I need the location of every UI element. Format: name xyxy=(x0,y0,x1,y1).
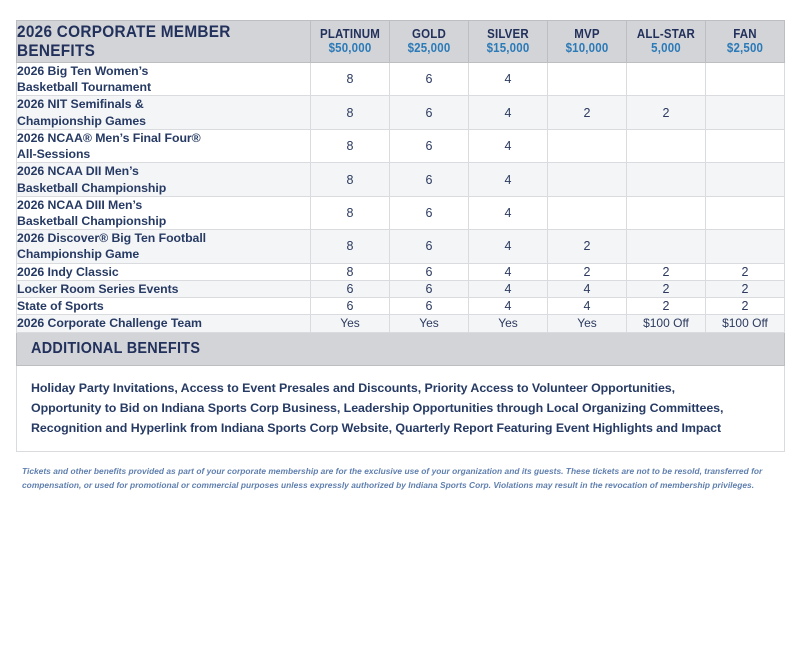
cell-all-star xyxy=(627,230,706,263)
cell-fan: 2 xyxy=(706,263,785,280)
cell-mvp xyxy=(548,163,627,196)
benefit-label xyxy=(17,315,311,332)
cell-gold: 6 xyxy=(390,263,469,280)
tier-header-fan xyxy=(706,21,785,63)
cell-silver: 4 xyxy=(469,129,548,162)
cell-gold: 6 xyxy=(390,196,469,229)
cell-gold: 6 xyxy=(390,63,469,96)
benefit-label-line1: 2026 Big Ten Women’s xyxy=(17,64,149,78)
benefit-label-line1: 2026 NIT Semifinals & xyxy=(17,97,144,112)
cell-fan xyxy=(706,96,785,129)
benefit-label-line1: 2026 NCAA DII Men’s xyxy=(17,164,139,179)
tier-header-all-star xyxy=(627,21,706,63)
tier-header-silver xyxy=(469,21,548,63)
tier-name-platinum: PLATINUM xyxy=(319,26,381,41)
benefit-label xyxy=(17,196,311,229)
benefit-label-line1: 2026 Indy Classic xyxy=(17,264,119,279)
cell-silver: 4 xyxy=(469,280,548,297)
table-body xyxy=(17,63,785,452)
cell-all-star: 2 xyxy=(627,298,706,315)
cell-silver: 4 xyxy=(469,196,548,229)
cell-mvp xyxy=(548,63,627,96)
cell-platinum: 8 xyxy=(311,263,390,280)
benefit-label xyxy=(17,263,311,280)
cell-platinum: 6 xyxy=(311,280,390,297)
additional-benefits-line3: Recognition and Hyperlink from Indiana Sports Corp Website, Quarterly Report Featuring Event Highlights and Impact xyxy=(31,420,722,435)
cell-mvp: 4 xyxy=(548,298,627,315)
table-title-cell xyxy=(17,21,311,63)
table-row xyxy=(17,315,785,332)
cell-fan: $100 Off xyxy=(706,315,785,332)
benefit-label-line1: 2026 NCAA DIII Men’s xyxy=(17,197,143,212)
cell-fan xyxy=(706,163,785,196)
cell-mvp xyxy=(548,196,627,229)
disclaimer xyxy=(16,452,784,493)
table-row xyxy=(17,298,785,315)
cell-gold: 6 xyxy=(390,163,469,196)
benefit-label-line1: Locker Room Series Events xyxy=(17,281,179,296)
cell-gold: Yes xyxy=(390,315,469,332)
table-header xyxy=(17,21,785,63)
page-title: 2026 CORPORATE MEMBER BENEFITS xyxy=(17,22,231,60)
table-header-row xyxy=(17,21,785,63)
tier-name-mvp: MVP xyxy=(574,26,600,41)
cell-all-star: 2 xyxy=(627,263,706,280)
benefit-label xyxy=(17,129,311,162)
cell-platinum: 8 xyxy=(311,129,390,162)
cell-gold: 6 xyxy=(390,129,469,162)
benefit-label xyxy=(17,96,311,129)
cell-silver: 4 xyxy=(469,298,548,315)
disclaimer-line1: Tickets and other benefits provided as part of your corporate membership are for the exclusive use of your organization and its guests. These tickets are not to be resold, transferred for xyxy=(22,465,763,476)
cell-mvp: Yes xyxy=(548,315,627,332)
table-row xyxy=(17,63,785,96)
benefit-label xyxy=(17,298,311,315)
benefit-label-line2: Basketball Championship xyxy=(17,213,167,228)
table-row xyxy=(17,163,785,196)
cell-platinum: 8 xyxy=(311,230,390,263)
additional-benefits-header-row xyxy=(17,332,785,365)
table-row xyxy=(17,230,785,263)
tier-price-platinum: $50,000 xyxy=(328,41,372,56)
cell-all-star: $100 Off xyxy=(627,315,706,332)
cell-platinum: 8 xyxy=(311,196,390,229)
cell-gold: 6 xyxy=(390,280,469,297)
cell-fan: 2 xyxy=(706,280,785,297)
cell-silver: 4 xyxy=(469,263,548,280)
benefit-label-line1: 2026 Corporate Challenge Team xyxy=(17,316,202,331)
benefit-label-line2: Basketball Tournament xyxy=(17,80,152,95)
table-row xyxy=(17,96,785,129)
tier-name-all-star: ALL-STAR xyxy=(636,26,696,41)
tier-price-all-star: 5,000 xyxy=(651,41,681,56)
cell-silver: Yes xyxy=(469,315,548,332)
cell-fan xyxy=(706,230,785,263)
table-row xyxy=(17,263,785,280)
cell-platinum: 8 xyxy=(311,96,390,129)
cell-all-star xyxy=(627,163,706,196)
cell-mvp xyxy=(548,129,627,162)
tier-header-platinum xyxy=(311,21,390,63)
cell-mvp: 2 xyxy=(548,96,627,129)
additional-benefits-heading: ADDITIONAL BENEFITS xyxy=(31,339,201,357)
additional-benefits-body-cell xyxy=(17,365,785,451)
cell-all-star xyxy=(627,129,706,162)
cell-silver: 4 xyxy=(469,230,548,263)
additional-benefits-body-row xyxy=(17,365,785,451)
tier-price-mvp: $10,000 xyxy=(565,41,609,56)
cell-gold: 6 xyxy=(390,230,469,263)
benefit-label-line1: State of Sports xyxy=(17,299,104,314)
cell-silver: 4 xyxy=(469,63,548,96)
tier-name-silver: SILVER xyxy=(487,26,529,41)
tier-price-fan: $2,500 xyxy=(726,41,764,56)
cell-fan xyxy=(706,63,785,96)
cell-all-star: 2 xyxy=(627,280,706,297)
benefit-label-line1: 2026 NCAA® Men’s Final Four® xyxy=(17,130,201,145)
tier-price-silver: $15,000 xyxy=(486,41,530,56)
cell-mvp: 2 xyxy=(548,263,627,280)
additional-benefits-header-cell xyxy=(17,332,785,365)
benefit-label xyxy=(17,163,311,196)
tier-price-gold: $25,000 xyxy=(407,41,451,56)
cell-platinum: 6 xyxy=(311,298,390,315)
benefit-label-line2: Championship Game xyxy=(17,247,140,262)
cell-all-star xyxy=(627,196,706,229)
cell-platinum: 8 xyxy=(311,163,390,196)
cell-fan xyxy=(706,196,785,229)
cell-all-star xyxy=(627,63,706,96)
tier-header-mvp xyxy=(548,21,627,63)
additional-benefits-line2: Opportunity to Bid on Indiana Sports Corp Business, Leadership Opportunities through Local Organizing Committees, xyxy=(31,400,724,415)
table-row xyxy=(17,196,785,229)
table-row xyxy=(17,129,785,162)
cell-fan: 2 xyxy=(706,298,785,315)
tier-header-gold xyxy=(390,21,469,63)
corporate-member-benefits-table xyxy=(16,20,785,452)
disclaimer-line2: compensation, or used for promotional or commercial purposes unless expressly authorized by Indiana Sports Corp. Violations may result in the revocation of membership privileges. xyxy=(22,479,755,490)
benefit-label xyxy=(17,280,311,297)
benefit-label-line1: 2026 Discover® Big Ten Football xyxy=(17,231,207,246)
benefit-label xyxy=(17,230,311,263)
cell-gold: 6 xyxy=(390,298,469,315)
tier-name-gold: GOLD xyxy=(412,26,446,41)
tier-name-fan: FAN xyxy=(733,26,757,41)
cell-all-star: 2 xyxy=(627,96,706,129)
benefit-label-line2: Championship Games xyxy=(17,113,146,128)
cell-gold: 6 xyxy=(390,96,469,129)
additional-benefits-line1: Holiday Party Invitations, Access to Event Presales and Discounts, Priority Access to Volunteer Opportunities, xyxy=(31,380,676,395)
benefit-label-line2: Basketball Championship xyxy=(17,180,167,195)
cell-silver: 4 xyxy=(469,96,548,129)
cell-silver: 4 xyxy=(469,163,548,196)
cell-fan xyxy=(706,129,785,162)
table-row xyxy=(17,280,785,297)
cell-mvp: 4 xyxy=(548,280,627,297)
cell-platinum: 8 xyxy=(311,63,390,96)
benefit-label-line2: All-Sessions xyxy=(17,147,91,162)
cell-platinum: Yes xyxy=(311,315,390,332)
benefit-label xyxy=(17,63,311,96)
cell-mvp: 2 xyxy=(548,230,627,263)
